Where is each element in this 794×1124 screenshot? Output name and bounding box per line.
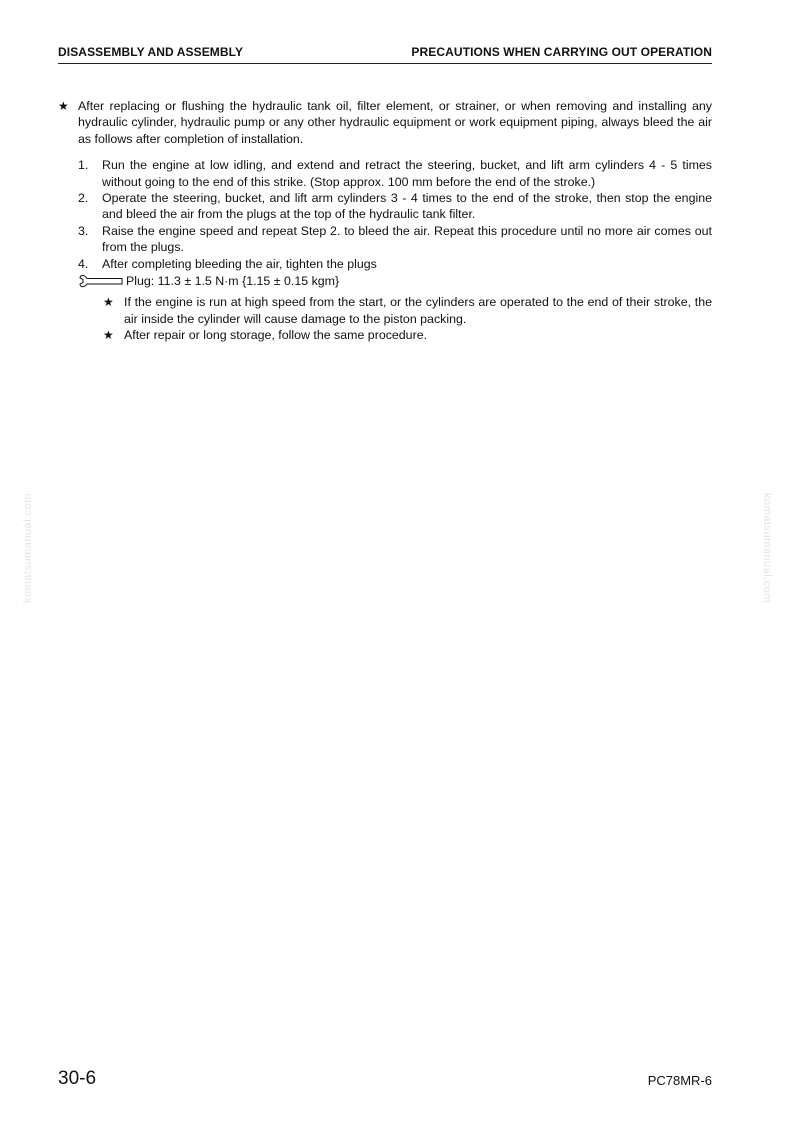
step-item (78, 190, 712, 223)
step-number: 4. (78, 256, 89, 271)
step-number: 3. (78, 223, 89, 238)
model-number: PC78MR-6 (647, 1073, 712, 1088)
caution-notes (103, 294, 712, 343)
page-content (58, 98, 712, 344)
intro-text: After replacing or flushing the hydraulic tank oil, filter element, or strainer, or when removing and installing any hydraulic cylinder, hydraulic pump or any other hydraulic equipment or work equipment piping, always bleed the air as follows after completion of installation. (78, 99, 712, 146)
star-icon: ★ (103, 328, 114, 343)
step-text: Operate the steering, bucket, and lift arm cylinders 3 - 4 times to the end of the stroke, then stop the engine and bleed the air from the plugs at the top of the hydraulic tank filter. (102, 191, 712, 222)
watermark-right: komatsumanual.com (761, 493, 773, 603)
step-text: Raise the engine speed and repeat Step 2. to bleed the air. Repeat this procedure until no more air comes out from the plugs. (102, 223, 712, 255)
note-item (103, 294, 712, 327)
torque-spec (78, 273, 712, 289)
star-icon: ★ (103, 295, 114, 310)
procedure-steps (78, 157, 712, 272)
star-icon: ★ (58, 99, 69, 113)
header-section-title: DISASSEMBLY AND ASSEMBLY (58, 45, 244, 59)
intro-note (58, 98, 712, 147)
torque-wrench-icon (78, 274, 124, 288)
torque-text: Plug: 11.3 ± 1.5 N·m {1.15 ± 0.15 kgm} (126, 274, 340, 289)
note-item (103, 327, 712, 343)
step-text: After completing bleeding the air, tighten the plugs (102, 256, 377, 271)
watermark-left: komatsumanual.com (22, 493, 34, 603)
step-item (78, 256, 712, 272)
header-chapter-title: PRECAUTIONS WHEN CARRYING OUT OPERATION (411, 45, 712, 59)
step-item (78, 157, 712, 190)
step-number: 1. (78, 158, 89, 173)
note-text: After repair or long storage, follow the same procedure. (124, 328, 428, 343)
step-number: 2. (78, 191, 89, 206)
note-text: If the engine is run at high speed from the start, or the cylinders are operated to the end of their stroke, the air inside the cylinder will cause damage to the piston packing. (124, 295, 712, 326)
step-item (78, 223, 712, 256)
page-header (58, 45, 712, 64)
step-text: Run the engine at low idling, and extend and retract the steering, bucket, and lift arm cylinders 4 - 5 times without going to the end of this strike. (Stop approx. 100 mm before the end of the stroke.) (102, 158, 712, 189)
page-number: 30-6 (58, 1068, 97, 1089)
